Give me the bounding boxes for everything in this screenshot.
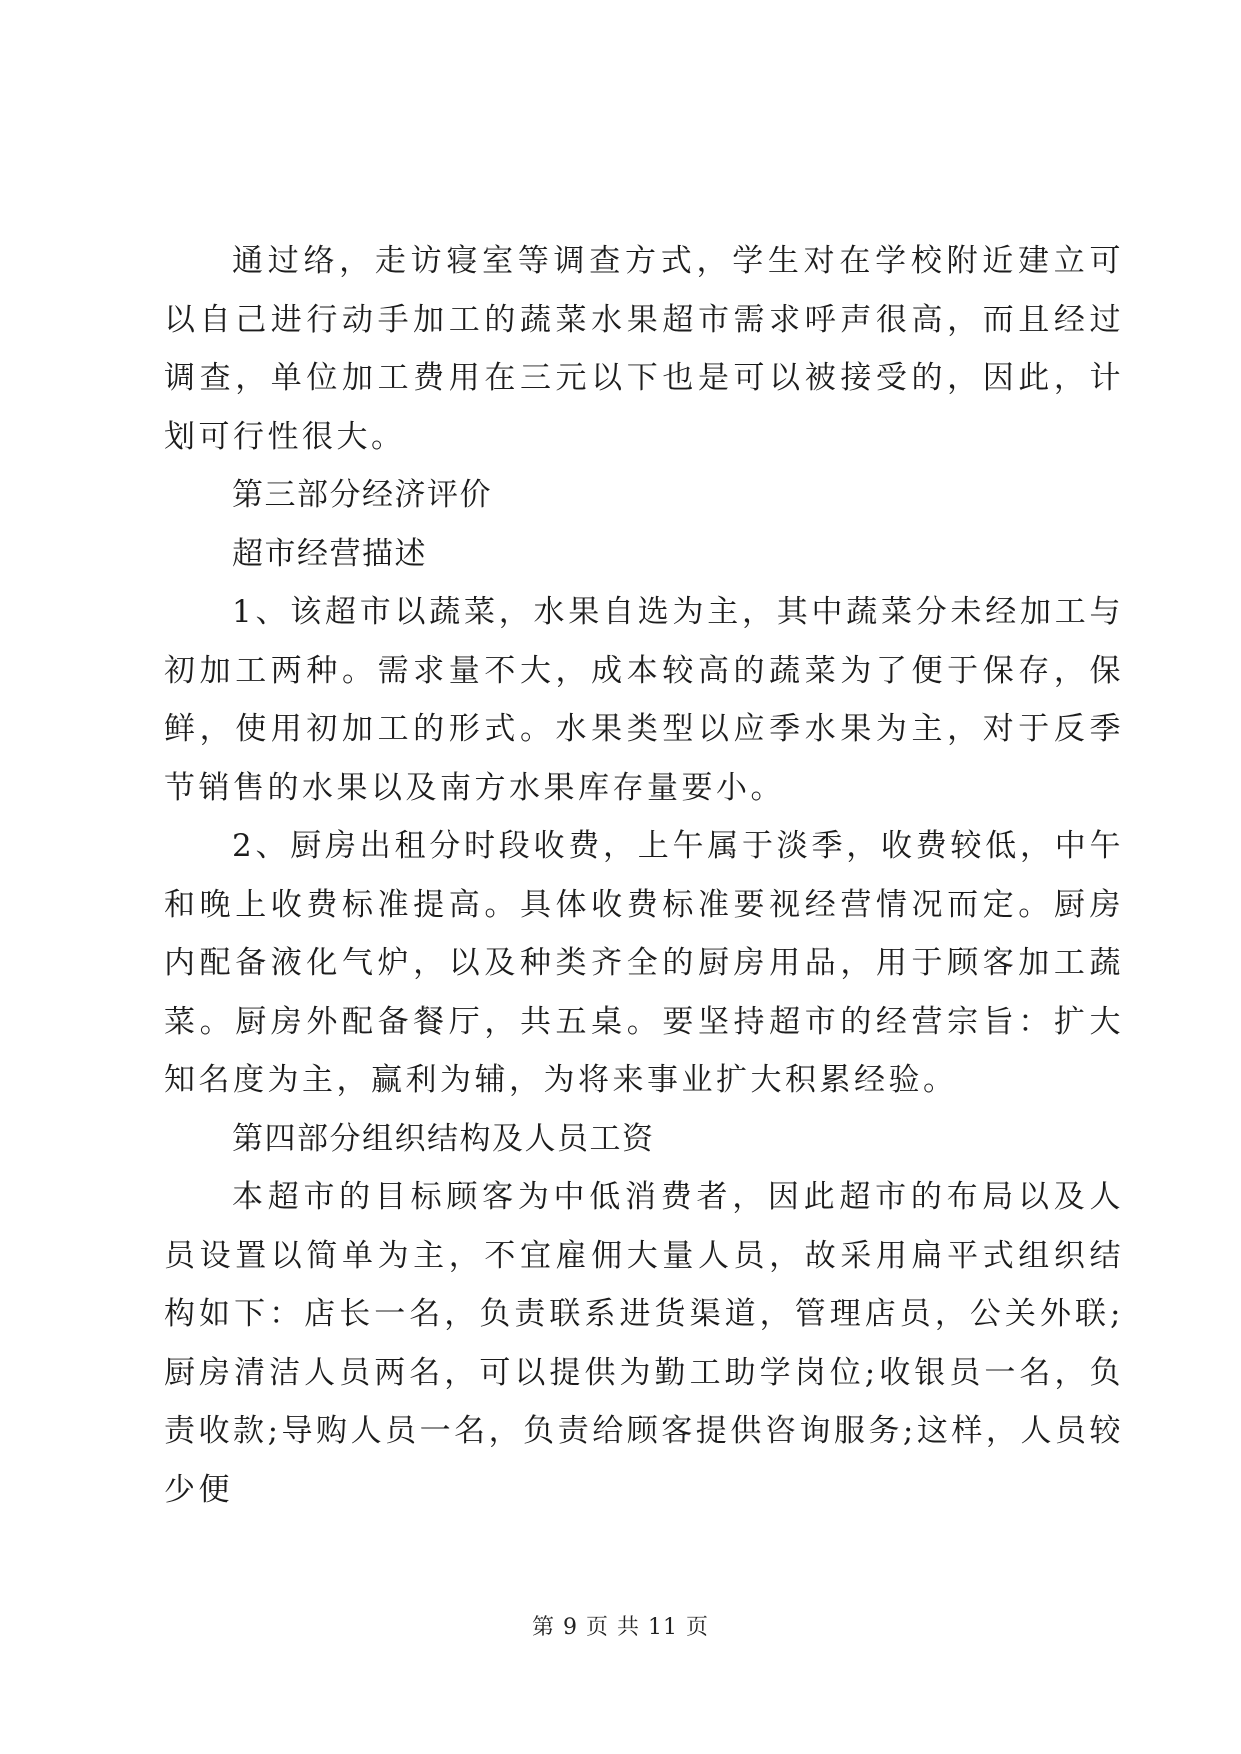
page-footer: 第 9 页 共 11 页	[532, 1615, 709, 1640]
paragraph-survey-result: 通过络，走访寝室等调查方式，学生对在学校附近建立可以自己进行动手加工的蔬菜水果超市需求呼声很高，而且经过调查，单位加工费用在三元以下也是可以被接受的，因此，计划可行性很大。	[164, 243, 1124, 455]
paragraph-item-1-products: 1、该超市以蔬菜，水果自选为主，其中蔬菜分未经加工与初加工两种。需求量不大，成本较高的蔬菜为了便于保存，保鲜，使用初加工的形式。水果类型以应季水果为主，对于反季节销售的水果以及南方水果库存量要小。	[164, 594, 1124, 806]
document-body	[164, 232, 1124, 1519]
paragraph-staffing: 本超市的目标顾客为中低消费者，因此超市的布局以及人员设置以简单为主，不宜雇佣大量人员，故采用扁平式组织结构如下：店长一名，负责联系进货渠道，管理店员，公关外联;厨房清洁人员两名，可以提供为勤工助学岗位;收银员一名，负责收款;导购人员一名，负责给顾客提供咨询服务;这样，人员较少便	[164, 1179, 1124, 1508]
section-heading-economic-evaluation: 第三部分经济评价	[232, 477, 492, 513]
subsection-heading-operation-description: 超市经营描述	[232, 535, 427, 572]
section-heading-organization: 第四部分组织结构及人员工资	[232, 1120, 655, 1157]
paragraph-item-2-kitchen: 2、厨房出租分时段收费，上午属于淡季，收费较低，中午和晚上收费标准提高。具体收费标准要视经营情况而定。厨房内配备液化气炉，以及种类齐全的厨房用品，用于顾客加工蔬菜。厨房外配备餐厅，共五桌。要坚持超市的经营宗旨：扩大知名度为主，赢利为辅，为将来事业扩大积累经验。	[164, 828, 1124, 1098]
